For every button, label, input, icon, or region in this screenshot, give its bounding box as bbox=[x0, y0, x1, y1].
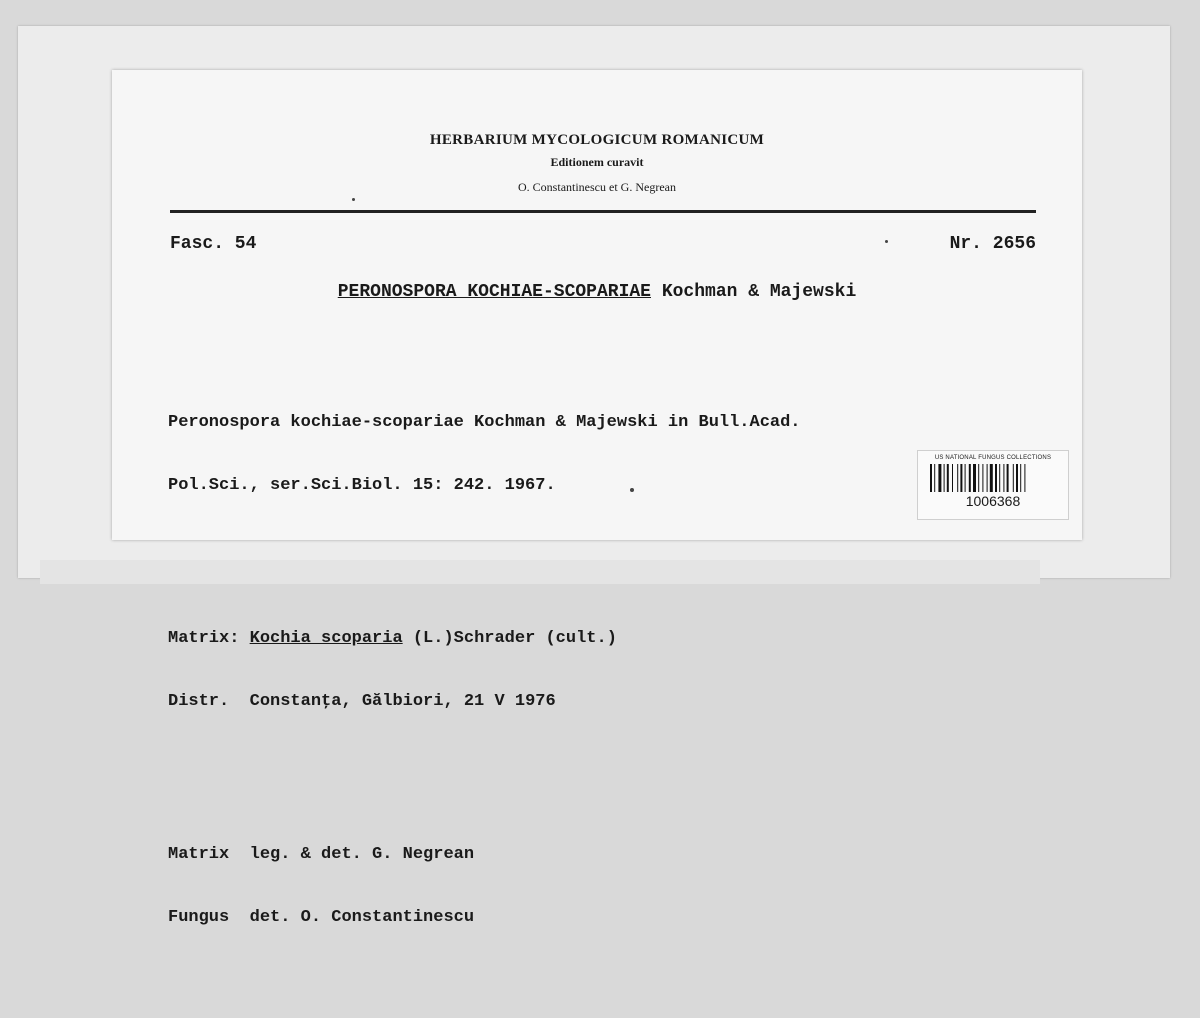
matrix-collector-label: Matrix bbox=[168, 845, 230, 864]
herbarium-title: HERBARIUM MYCOLOGICUM ROMANICUM bbox=[429, 132, 765, 148]
matrix-collector-line bbox=[168, 844, 1048, 865]
barcode-bar bbox=[982, 464, 983, 492]
citation-line-1: Peronospora kochiae-scopariae Kochman & Majewski in Bull.Acad. bbox=[168, 413, 801, 432]
header-divider bbox=[170, 210, 1036, 213]
barcode-bar bbox=[934, 464, 935, 492]
barcode-bar bbox=[1024, 464, 1025, 492]
barcode-bar bbox=[990, 464, 993, 492]
barcode-bar bbox=[999, 464, 1000, 492]
editor-subtitle: Editionem curavit bbox=[550, 155, 644, 169]
matrix-line bbox=[168, 628, 1048, 649]
exsiccata-number: Nr. 2656 bbox=[949, 234, 1036, 254]
scientific-name: PERONOSPORA KOCHIAE-SCOPARIAE bbox=[337, 282, 651, 302]
matrix-distribution bbox=[168, 586, 1048, 754]
barcode-icon bbox=[928, 464, 1058, 492]
matrix-collector-value: leg. & det. G. Negrean bbox=[249, 845, 475, 864]
barcode-label bbox=[917, 450, 1069, 520]
barcode-bar bbox=[1020, 464, 1021, 492]
fungus-value: det. O. Constantinescu bbox=[249, 908, 475, 927]
barcode-bar bbox=[952, 464, 953, 492]
label-body bbox=[168, 328, 1048, 1018]
barcode-bar bbox=[947, 464, 949, 492]
collectors bbox=[168, 802, 1048, 970]
label-header bbox=[112, 132, 1082, 195]
specimen-label bbox=[112, 70, 1082, 927]
barcode-bar bbox=[1013, 464, 1014, 492]
fascicle-number: Fasc. 54 bbox=[170, 234, 257, 254]
host-name: Kochia scoparia bbox=[249, 629, 403, 648]
barcode-bar bbox=[957, 464, 958, 492]
barcode-bar bbox=[978, 464, 979, 492]
fascicle-row bbox=[170, 234, 1036, 254]
fungus-determiner-line bbox=[168, 907, 1048, 928]
barcode-bar bbox=[973, 464, 976, 492]
distribution-label: Distr. bbox=[168, 692, 230, 711]
fungus-label: Fungus bbox=[168, 908, 230, 927]
barcode-bar bbox=[930, 464, 932, 492]
speck bbox=[630, 488, 634, 492]
speck bbox=[885, 240, 888, 243]
barcode-bar bbox=[969, 464, 971, 492]
barcode-bar bbox=[944, 464, 945, 492]
distribution-value: Constanţa, Gălbiori, 21 V 1976 bbox=[249, 692, 556, 711]
host-authority: (L.)Schrader (cult.) bbox=[412, 629, 617, 648]
barcode-bar bbox=[960, 464, 962, 492]
citation-line-2: Pol.Sci., ser.Sci.Biol. 15: 242. 1967. bbox=[168, 476, 556, 495]
barcode-number: 1006368 bbox=[965, 493, 1021, 509]
barcode-bar bbox=[987, 464, 988, 492]
barcode-bar bbox=[995, 464, 997, 492]
editor-names: O. Constantinescu et G. Negrean bbox=[518, 180, 676, 194]
species-name bbox=[112, 282, 1082, 302]
matrix-label: Matrix: bbox=[168, 629, 240, 648]
collection-name: US NATIONAL FUNGUS COLLECTIONS bbox=[934, 455, 1052, 461]
species-authors: Kochman & Majewski bbox=[661, 282, 857, 302]
barcode-bar bbox=[938, 464, 941, 492]
speck bbox=[352, 198, 355, 201]
distribution-line bbox=[168, 691, 1048, 712]
barcode-bar bbox=[1016, 464, 1018, 492]
barcode-bar bbox=[1003, 464, 1004, 492]
citation bbox=[168, 370, 1048, 538]
barcode-bar bbox=[1007, 464, 1009, 492]
barcode-bar bbox=[965, 464, 966, 492]
